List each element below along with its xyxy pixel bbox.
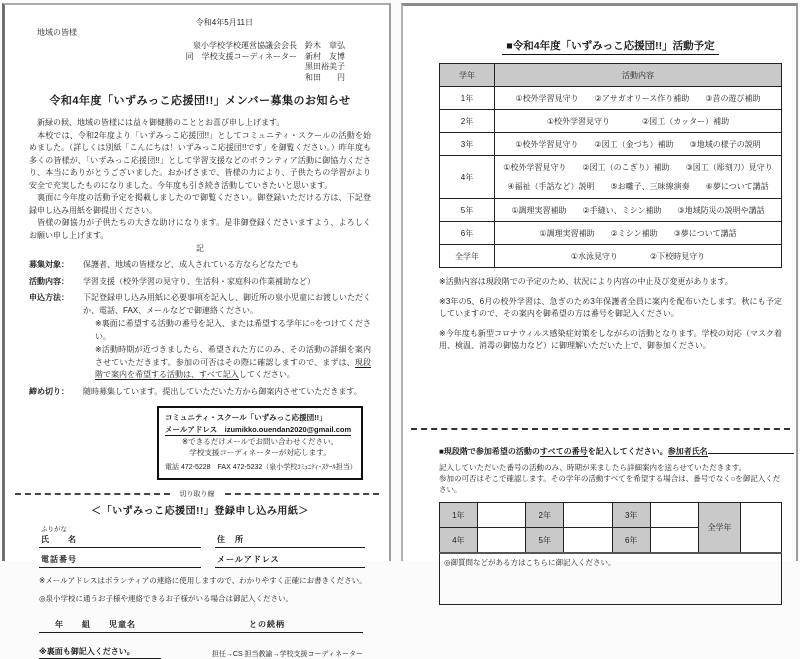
backside-note: ※裏面も御記入ください。 [39, 646, 161, 659]
underlined-phrase: 現段階で案内を希望する活動は、すべて記入 [95, 357, 372, 379]
cut-line-dash [15, 493, 170, 495]
activity-content-text: 学習支援（校外学習の見守り、生活科・家庭科の作業補助など） [83, 276, 315, 286]
activity-content-label: 活動内容： [29, 276, 69, 286]
phone-field: 電話番号 [39, 553, 201, 568]
activity-header-cell: 活動内容 [495, 64, 782, 87]
document-date: 令和4年5月11日 [195, 18, 253, 27]
body-paragraph: 皆様の御協力が子供たちの大きな助けになります。是非御登録くださいますよう、よろしくお願い申し上げます。 [29, 218, 371, 240]
table-row-grade4 [440, 156, 782, 199]
grade-label-cell: 6年 [612, 528, 650, 554]
grade-label-cell: 2年 [526, 503, 564, 528]
contact-phone-fax: 電話 472-5228 FAX 472-5232（泉小学校ｺﾐｭﾆﾃｨ･ｽｸｰﾙ担当） [165, 464, 357, 471]
child-info-row [39, 619, 363, 633]
grade-cell: 5年 [440, 199, 495, 222]
notice-title: 令和4年度「いずみっこ応援団!!」メンバー募集のお知らせ [49, 95, 351, 107]
form-footer [39, 646, 363, 659]
activity-content-row [29, 276, 371, 289]
grade-cell: 1年 [440, 87, 495, 110]
activities-cell: ①校外学習見守り ②アサガオリース作り補助 ③昔の遊び補助 [495, 87, 782, 110]
recruit-target-row [29, 259, 371, 272]
grade-cell: 3年 [440, 133, 495, 156]
grade-label-cell: 4年 [440, 528, 478, 554]
application-method-row [29, 292, 371, 317]
deadline-row [29, 386, 371, 399]
activities-cell: ①校外学習見守り ②図工（のこぎり）補助 ③図工（彫刻刀）見守り ④福祉（手話など）説明 ⑤お囃子、三味線演奏 ⑥夢について講話 [495, 156, 782, 199]
activity-table [439, 63, 782, 268]
recruit-target-label: 募集対象： [29, 260, 69, 269]
activities-cell: ①水泳見守り ②下校時見守り [495, 245, 782, 268]
application-note-1: ※裏面に希望する活動の番号を記入、または希望する学年に○をつけてください。 [95, 319, 371, 341]
recruit-details [29, 259, 371, 398]
grade-grid-row-1 [440, 503, 782, 528]
email-address: メールアドレス izumikko.ouendan2020@gmail.com [165, 425, 352, 434]
grade-label-cell: 3年 [612, 503, 650, 528]
table-row-grade3 [440, 133, 782, 156]
application-note-2: ※活動時期が近づきましたら、希望された方にのみ、その活動の詳細を案内させていただきます。参加の可否はその際に確認しますので、まずは、現段階で案内を希望する活動は、すべて記入してください。 [95, 345, 372, 379]
table-row-grade2 [440, 110, 782, 133]
sender-block [29, 41, 371, 83]
form-row-1 [39, 533, 365, 548]
child-relation-label: との続柄 [249, 620, 285, 629]
sender-line: 同 学校支援コーディネーター 新村 友博 [185, 51, 345, 61]
activity-table-header [440, 64, 782, 87]
addressee: 地域の皆様 [37, 28, 77, 37]
activities-cell: ①調理実習補助 ②ミシン補助 ③夢について講話 [495, 222, 782, 245]
grade-header-cell: 学年 [440, 64, 495, 87]
contact-note-1: ※できるだけメールでお問い合わせください。 [181, 437, 339, 446]
participation-heading: ■現段階で参加希望の活動のすべての番号を記入してください。参加者氏名 [439, 445, 782, 457]
grade-cell: 2年 [440, 110, 495, 133]
schedule-note-1: ※活動内容は現段階での予定のため、状況により内容の中止及び変更があります。 [439, 277, 733, 286]
form-title: ＜「いずみっこ応援団!!」登録申し込み用紙＞ [91, 506, 309, 517]
cut-line-dash [225, 493, 380, 495]
all-grades-label-cell: 全学年 [699, 503, 741, 554]
cut-line [15, 489, 379, 499]
grade-input-cell [477, 503, 526, 528]
contact-box [157, 406, 363, 480]
underlined-phrase: すべての番号 [539, 447, 588, 456]
grade-cell: 全学年 [440, 245, 495, 268]
grade-input-cell [650, 528, 699, 554]
form-note-email: ※メールアドレスはボランティアの連絡に使用しますので、わかりやすく正確にお書きください。 [39, 576, 367, 585]
section-marker-ki: 記 [196, 244, 204, 253]
grade-label-cell: 5年 [526, 528, 564, 554]
sender-line: 和田 円 [305, 72, 345, 82]
furigana-label: ふりがな [41, 526, 67, 533]
grade-cell: 4年 [440, 156, 495, 199]
schedule-note-2: ※3年の5、6月の校外学習は、急ぎのため3年保護者全員に案内を配布いたします。秋にも予定していますので、その案内を御希望の方は番号を御記入ください。 [439, 297, 782, 318]
grade-input-cell [564, 503, 613, 528]
schedule-title: ■令和4年度「いずみっこ応援団!!」活動予定 [439, 38, 782, 53]
page-left [2, 3, 391, 658]
deadline-label: 締め切り： [29, 386, 69, 396]
submission-route: 担任→CS 担当教諭→学校支援コーディネーター [211, 651, 363, 658]
form-note-child: ◎泉小学校に通うお子様や連絡できるお子様がいる場合は御記入ください。 [39, 594, 294, 603]
participant-name-label: 参加者氏名 [667, 447, 708, 456]
all-grades-input-cell [740, 503, 781, 554]
recruit-target-text: 保護者、地域の皆様など、成人されている方ならどなたでも [83, 260, 299, 269]
table-row-grade5 [440, 199, 782, 222]
activities-cell: ①校外学習見守り ②図工（金づち）補助 ③地域の様子の説明 [495, 133, 782, 156]
form-row-2 [39, 553, 365, 568]
activities-cell: ①調理実習補助 ②手縫い、ミシン補助 ③地域防災の説明や講話 [495, 199, 782, 222]
question-box: ◎御質問などがある方はこちらに御記入ください。 [440, 553, 782, 605]
participation-explanation: 記入していただいた番号の活動のみ、時期が来ましたら詳細案内を送らせていただきます。 参加の可否はそこで確認します。その学年の活動すべてを希望する場合は、番号でなく○を御記入ください。 [439, 463, 781, 494]
child-info-left: 年 組 児童名 [55, 620, 136, 629]
question-row [440, 553, 782, 605]
address-field: 住 所 [215, 533, 365, 548]
sender-line: 泉小学校学校運営協議会会長 鈴木 章弘 [193, 41, 345, 50]
table-row-grade6 [440, 222, 782, 245]
body-paragraph: 新緑の候、地域の皆様には益々御健勝のこととお喜び申し上げます。 [29, 118, 285, 127]
sender-line: 黒田裕美子 [305, 62, 345, 71]
grade-input-cell [564, 528, 613, 554]
contact-note-2: 学校支援コーディネーターが対応します。 [189, 448, 331, 457]
body-paragraph: 本校では、令和2年度より「いずみっこ応援団!!」としてコミュニティ・スクールの活動を始めました。（詳しくは別紙「こんにちは！いずみっこ応援団!!です」を御覧ください。）昨年度も多くの皆様が、「いずみっこ応援団!!」として学習支援などのボランティア活動に御協力くださり、本当にありがとうございました。おかげさまで、皆様の力により、子供たちの学習がより安全で充実したものになりました。今年度も引き続き活動していきたいと思います。 [29, 130, 371, 190]
email-field: メールアドレス [215, 553, 365, 568]
notice-body [29, 117, 371, 242]
name-field: 氏 名 [39, 533, 201, 548]
application-method-label: 申込方法： [29, 293, 69, 302]
schedule-note-3: ※今年度も新型コロナウィルス感染症対策をしながらの活動となります。学校の対応（マスク着用、検温、消毒の御協力など）に御理解いただいた上で、御参加ください。 [439, 329, 782, 350]
application-method-text: 下記登録申し込み用紙に必要事項を記入し、御近所の泉小児童にお渡しいただくか、電話、FAX、メールなどで御連絡ください。 [83, 293, 371, 315]
table-row-grade1 [440, 87, 782, 110]
contact-box-title: コミュニティ・スクール「いずみっこ応援団!!」 [165, 413, 327, 422]
table-row-all-grades [440, 245, 782, 268]
grade-cell: 6年 [440, 222, 495, 245]
grade-input-cell [477, 528, 526, 554]
cut-line-label: 切り取り線 [179, 491, 215, 498]
grade-label-cell: 1年 [440, 503, 478, 528]
separator-dashed [411, 428, 790, 430]
page-right [401, 3, 798, 567]
grade-grid [439, 502, 782, 605]
activities-cell: ①校外学習見守り ②図工（カッター）補助 [495, 110, 782, 133]
deadline-text: 随時募集しています。提出していただいた方から御案内させていただきます。 [83, 386, 362, 396]
grade-input-cell [650, 503, 699, 528]
participant-name-field [708, 445, 794, 454]
body-paragraph: 裏面に今年度の活動予定を掲載しましたので御覧ください。御登録いただける方は、下記登録申し込み用紙を御提出ください。 [29, 193, 371, 215]
